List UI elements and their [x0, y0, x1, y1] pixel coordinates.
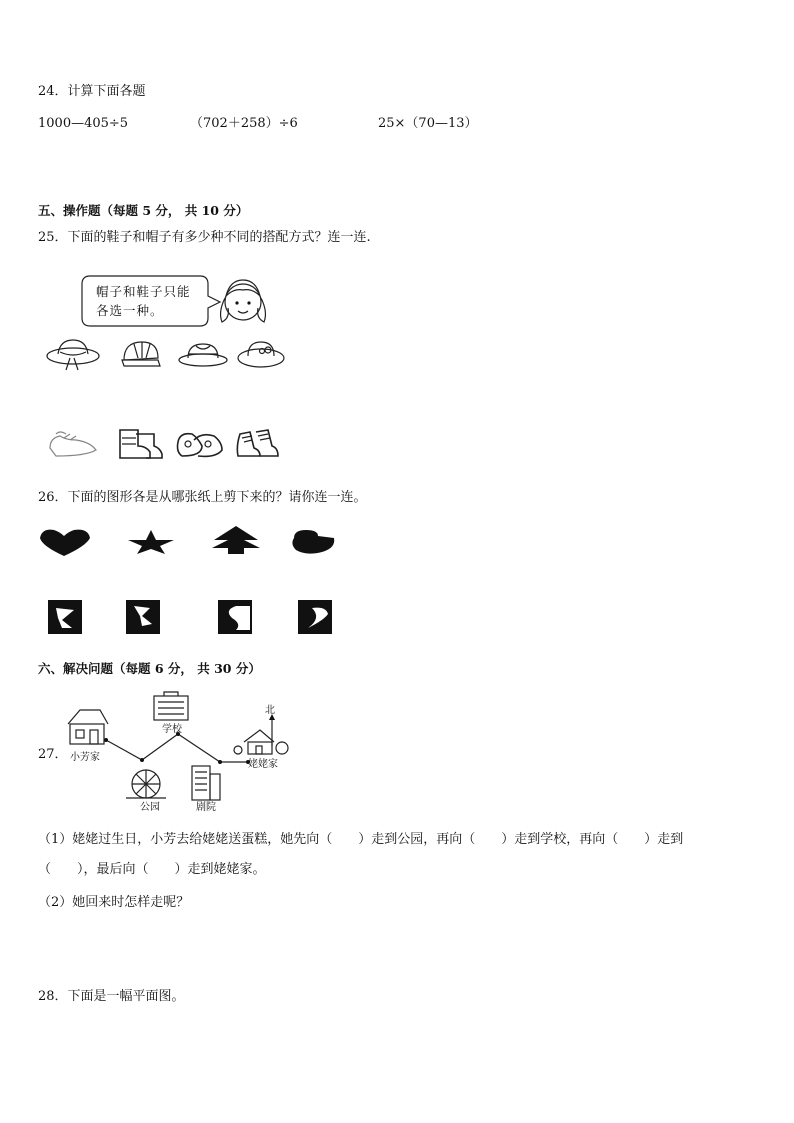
q24-title: 24．计算下面各题	[38, 84, 146, 99]
q25-title: 25．下面的鞋子和帽子有多少种不同的搭配方式？连一连.	[38, 230, 371, 245]
arrow-tree-shape	[212, 526, 260, 554]
section5-heading: 五、操作题（每题 5 分， 共 10 分）	[38, 203, 249, 218]
speech-line-2: 各选一种。	[96, 303, 164, 318]
map-theater-label: 剧院	[196, 802, 216, 813]
map-park-label: 公园	[140, 802, 160, 813]
q24-expression-1: 1000—405÷5	[38, 116, 129, 131]
theater-icon	[192, 766, 220, 800]
shoe-icon-4	[237, 430, 278, 456]
q27-part2: （2）她回来时怎样走呢？	[38, 895, 190, 910]
heart-shape	[40, 530, 90, 556]
q27-part1-line2: （ ），最后向（ ）走到姥姥家。	[38, 862, 266, 877]
map-home-label: 小芳家	[70, 752, 100, 763]
girl-icon	[221, 280, 266, 322]
shoes-row	[46, 426, 286, 460]
paper-2	[126, 600, 160, 634]
shoe-icon-3	[178, 434, 223, 457]
paper-3	[218, 600, 252, 634]
hat-icon-3	[179, 344, 227, 366]
q24-expression-2: （702＋258）÷6	[190, 116, 298, 131]
speech-line-1: 帽子和鞋子只能	[96, 284, 191, 299]
hat-icon-1	[47, 340, 99, 370]
hats-row	[46, 336, 296, 376]
map-north-label: 北	[265, 705, 275, 716]
park-icon	[126, 770, 166, 798]
school-icon	[154, 692, 188, 720]
q28-title: 28．下面是一幅平面图。	[38, 989, 185, 1004]
hat-icon-2	[122, 342, 160, 366]
shoe-icon-2	[120, 430, 162, 458]
papers-row	[46, 598, 346, 638]
section6-heading: 六、解决问题（每题 6 分， 共 30 分）	[38, 661, 261, 676]
star-shape	[128, 530, 174, 554]
cut-shapes-row	[36, 524, 346, 564]
paper-1	[48, 600, 82, 634]
q26-title: 26．下面的图形各是从哪张纸上剪下来的？请你连一连。	[38, 490, 367, 505]
q27-number: 27．	[38, 747, 68, 762]
paper-4	[298, 600, 332, 634]
grandma-house-icon	[234, 730, 288, 754]
q27-part1-line1: （1）姥姥过生日，小芳去给姥姥送蛋糕，她先向（ ）走到公园，再向（ ）走到学校，再向（ ）走到	[38, 832, 684, 847]
hat-icon-4	[238, 342, 284, 367]
map-grandma-label: 姥姥家	[248, 759, 278, 770]
map-school-label: 学校	[162, 724, 182, 735]
q24-expression-3: 25×（70—13）	[378, 116, 478, 131]
blob-shape	[292, 530, 334, 554]
home-icon	[68, 710, 108, 744]
shoe-icon-1	[50, 432, 96, 456]
